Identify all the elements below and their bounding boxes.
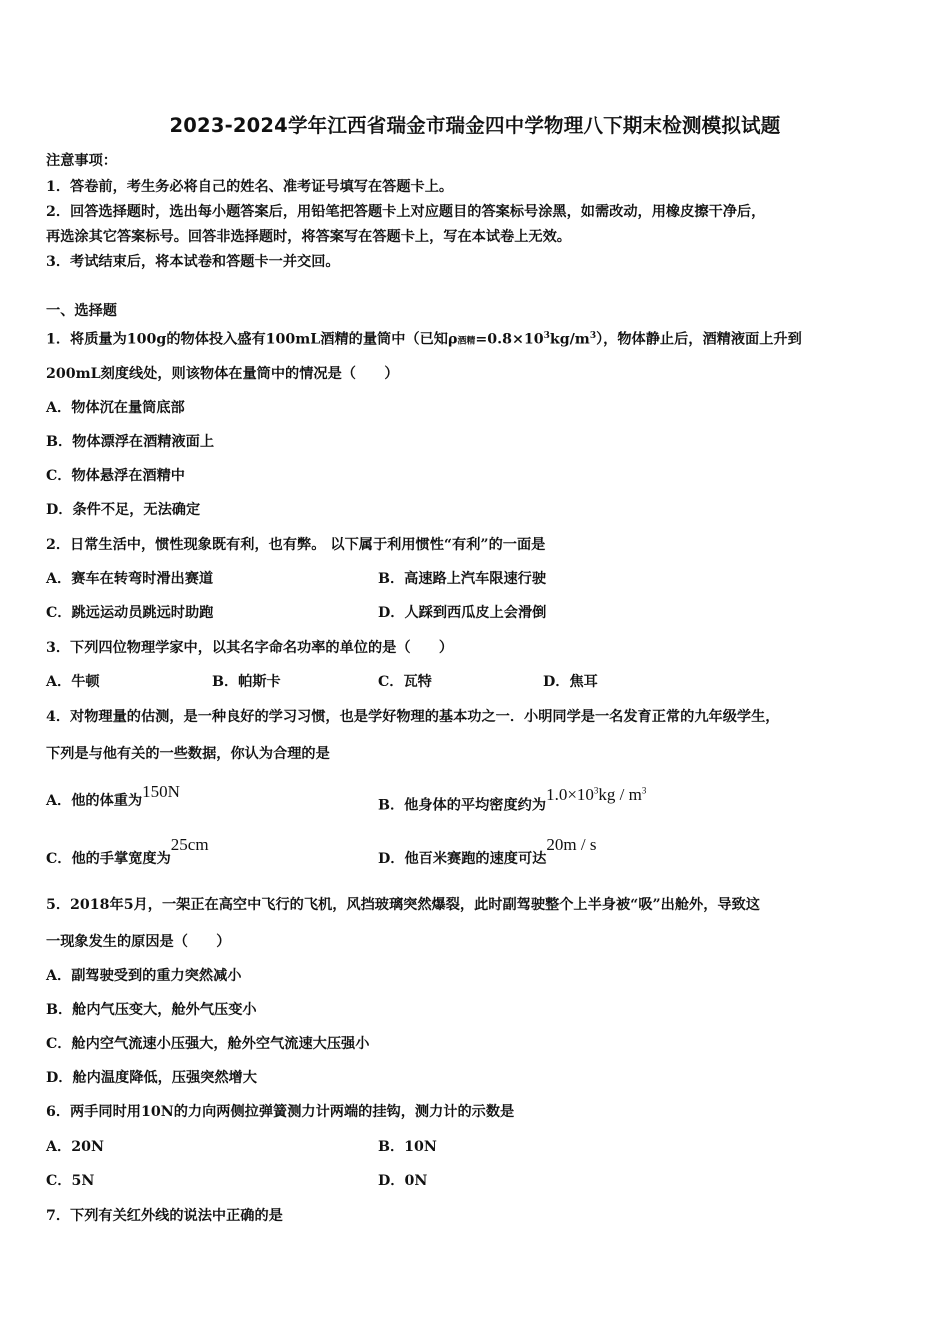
q2-option-d: D．人踩到西瓜皮上会滑倒	[378, 605, 547, 621]
q4-option-a-label: A．他的体重为	[46, 793, 143, 809]
q4-option-b-label: B．他身体的平均密度约为	[378, 797, 547, 814]
q5-option-a: A．副驾驶受到的重力突然减小	[46, 968, 242, 984]
notice-item: 3．考试结束后，将本试卷和答题卡一并交回。	[46, 254, 340, 270]
question-2-stem: 2．日常生活中，惯性现象既有利，也有弊。 以下属于利用惯性“有利”的一面是	[46, 537, 546, 553]
q5-option-d: D．舱内温度降低，压强突然增大	[46, 1070, 257, 1086]
q5-option-b: B．舱内气压变大，舱外气压变小	[46, 1002, 257, 1018]
question-4-stem-cont: 下列是与他有关的一些数据，你认为合理的是	[46, 746, 330, 762]
q4-option-d-label: D．他百米赛跑的速度可达	[378, 851, 547, 867]
q5-option-c: C．舱内空气流速小压强大，舱外空气流速大压强小	[46, 1036, 370, 1052]
q4-option-a-value: 150N	[142, 782, 180, 801]
question-1-stem	[46, 326, 802, 352]
q3-option-b: B．帕斯卡	[212, 674, 281, 690]
q1-option-c: C．物体悬浮在酒精中	[46, 468, 185, 484]
q6-option-a: A．20N	[46, 1139, 104, 1155]
q6-option-d: D．0N	[378, 1173, 428, 1189]
q3-option-d: D．焦耳	[543, 674, 598, 690]
question-1-stem-cont: 200mL刻度线处，则该物体在量筒中的情况是（ ）	[46, 366, 399, 382]
q4-option-d-value: 20m / s	[546, 835, 597, 854]
q1-stem-part: ），物体静止后，酒精液面上升到	[596, 331, 802, 348]
q1-rho-subscript: 酒精	[457, 336, 476, 347]
q4-option-b-exponent: 3	[641, 785, 647, 795]
question-5-stem-cont: 一现象发生的原因是（ ）	[46, 934, 231, 950]
q2-option-a: A．赛车在转弯时滑出赛道	[46, 571, 214, 587]
q4-option-d	[378, 835, 597, 869]
question-4-stem: 4．对物理量的估测，是一种良好的学习习惯，也是学好物理的基本功之一．小明同学是一名发育正常的九年级学生，	[46, 709, 780, 725]
q4-option-a	[46, 782, 180, 811]
question-7-stem: 7．下列有关红外线的说法中正确的是	[46, 1208, 283, 1224]
q1-stem-part: =0.8×10	[475, 331, 544, 348]
section-heading: 一、选择题	[46, 303, 117, 319]
notice-heading: 注意事项：	[46, 153, 117, 169]
question-6-stem: 6．两手同时用10N的力向两侧拉弹簧测力计两端的挂钩，测力计的示数是	[46, 1104, 515, 1120]
q3-option-c: C．瓦特	[378, 674, 432, 690]
q4-option-b-exponent: 3	[593, 785, 599, 795]
q1-exponent: 3	[589, 331, 597, 341]
q4-option-b-unit: kg / m	[598, 784, 642, 804]
q4-option-b	[378, 784, 647, 816]
q1-stem-part: 1．将质量为100g的物体投入盛有100mL酒精的量筒中（已知ρ	[46, 331, 458, 348]
q6-option-c: C．5N	[46, 1173, 95, 1189]
q2-option-c: C．跳远运动员跳远时助跑	[46, 605, 214, 621]
question-5-stem: 5．2018年5月，一架正在高空中飞行的飞机，风挡玻璃突然爆裂，此时副驾驶整个上半身被“吸”出舱外，导致这	[46, 897, 760, 913]
q2-option-b: B．高速路上汽车限速行驶	[378, 571, 547, 587]
q1-exponent: 3	[543, 331, 550, 341]
page-title: 2023-2024学年江西省瑞金市瑞金四中学物理八下期末检测模拟试题	[169, 114, 781, 137]
question-3-stem: 3．下列四位物理学家中，以其名字命名功率的单位的是（ ）	[46, 640, 454, 656]
q1-option-d: D．条件不足，无法确定	[46, 502, 201, 518]
notice-item: 2．回答选择题时，选出每小题答案后，用铅笔把答题卡上对应题目的答案标号涂黑，如需改动，用橡皮擦干净后，	[46, 204, 766, 220]
q4-option-c	[46, 835, 209, 869]
q4-option-c-label: C．他的手掌宽度为	[46, 851, 171, 867]
q1-stem-part: kg/m	[549, 331, 590, 348]
q1-option-b: B．物体漂浮在酒精液面上	[46, 434, 215, 450]
q4-option-b-number: 1.0×10	[546, 784, 594, 804]
notice-item: 再选涂其它答案标号。回答非选择题时，将答案写在答题卡上，写在本试卷上无效。	[46, 229, 571, 245]
q4-option-b-value	[546, 785, 646, 804]
q3-option-a: A．牛顿	[46, 674, 100, 690]
notice-item: 1．答卷前，考生务必将自己的姓名、准考证号填写在答题卡上。	[46, 179, 454, 195]
q1-option-a: A．物体沉在量筒底部	[46, 400, 185, 416]
q6-option-b: B．10N	[378, 1139, 437, 1155]
q4-option-c-value: 25cm	[170, 835, 209, 854]
